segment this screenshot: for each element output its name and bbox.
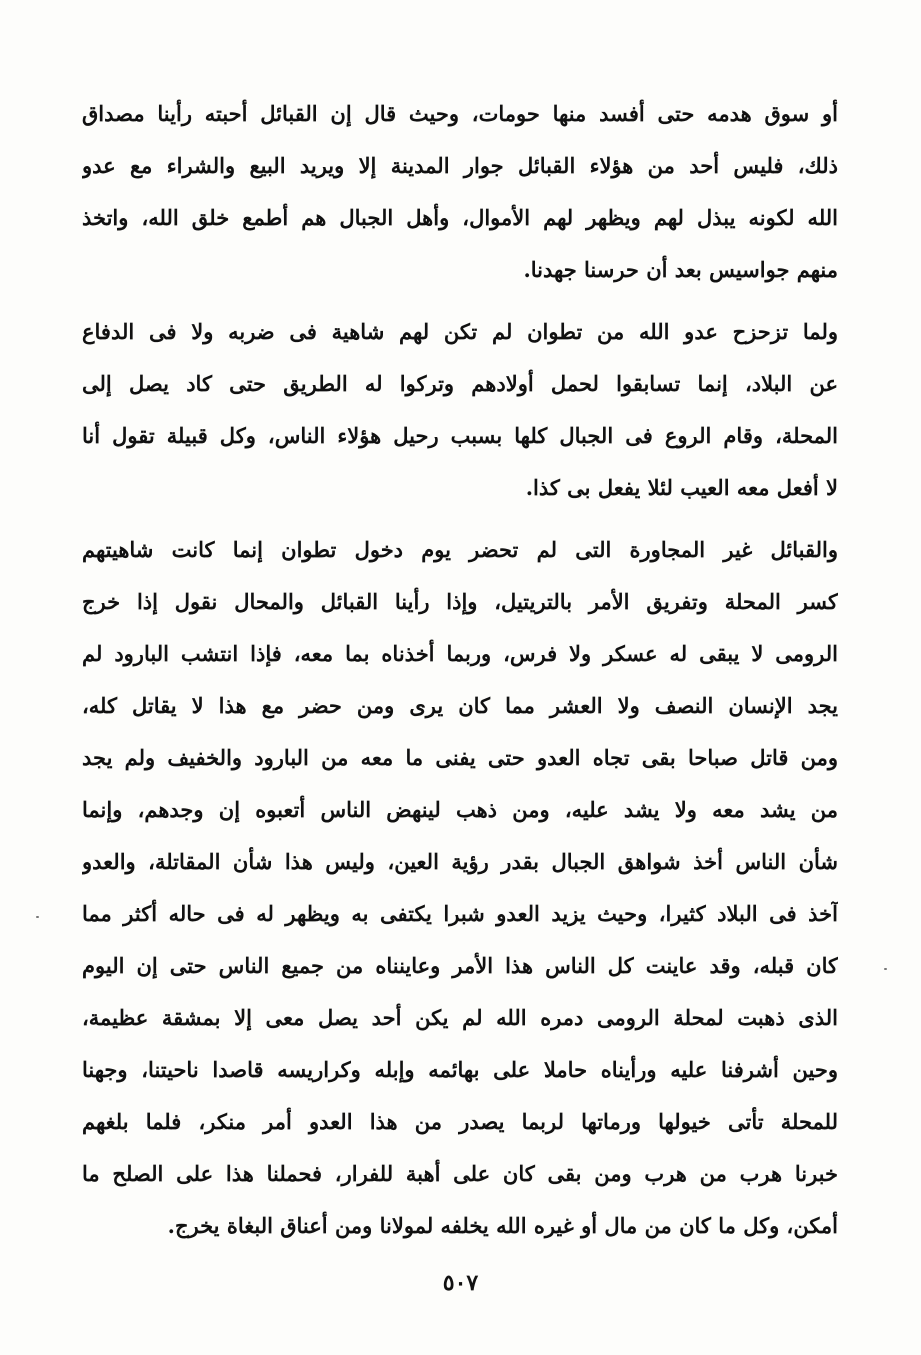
text-line: الرومى لا يبقى له عسكر ولا فرس، وربما أخذناه بما معه، فإذا انتشب البارود لم — [82, 641, 838, 666]
text-line: المحلة، وقام الروع فى الجبال كلها بسبب رحيل هؤلاء الناس، وكل قبيلة تقول أنا — [82, 423, 838, 448]
text-line: منهم جواسيس بعد أن حرسنا جهدنا. — [523, 257, 838, 282]
text-line: وحين أشرفنا عليه ورأيناه حاملا على بهائمه وإبله وكراريسه قاصدا ناحيتنا، وجهنا — [82, 1057, 838, 1082]
text-line: أمكن، وكل ما كان من مال أو غيره الله يخلفه لمولانا ومن أعناق البغاة يخرج. — [167, 1213, 838, 1238]
text-line: الذى ذهبت لمحلة الرومى دمره الله لم يكن أحد يصل معى إلا بمشقة عظيمة، — [82, 1005, 838, 1030]
text-line: شأن الناس أخذ شواهق الجبال بقدر رؤية العين، وليس هذا شأن المقاتلة، والعدو — [82, 849, 838, 874]
text-line: ولما تزحزح عدو الله من تطوان لم تكن لهم شاهية فى ضربه ولا فى الدفاع — [82, 319, 838, 344]
text-line: والقبائل غير المجاورة التى لم تحضر يوم دخول تطوان إنما كانت شاهيتهم — [82, 537, 838, 562]
text-line: ذلك، فليس أحد من هؤلاء القبائل جوار المدينة إلا ويريد البيع والشراء مع عدو — [82, 153, 838, 178]
text-line: لا أفعل معه العيب لئلا يفعل بى كذا. — [525, 475, 838, 500]
text-line: آخذ فى البلاد كثيرا، وحيث يزيد العدو شبرا يكتفى به ويظهر له فى حاله أكثر مما — [82, 901, 838, 926]
text-line: خبرنا هرب من هرب ومن بقى كان على أهبة للفرار، فحملنا هذا على الصلح ما — [82, 1161, 838, 1186]
text-line: الله لكونه يبذل لهم ويظهر لهم الأموال، وأهل الجبال هم أطمع خلق الله، واتخذ — [82, 205, 838, 230]
text-line: ومن قاتل صباحا بقى تجاه العدو حتى يفنى ما معه من البارود والخفيف ولم يجد — [82, 745, 838, 770]
scan-speck — [884, 968, 887, 970]
paragraph-gap — [82, 296, 838, 306]
scan-speck — [36, 916, 39, 918]
text-line: عن البلاد، إنما تسابقوا لحمل أولادهم وتركوا له الطريق حتى كاد يصل إلى — [82, 371, 838, 396]
text-line: كسر المحلة وتفريق الأمر بالتريتيل، وإذا رأينا القبائل والمحال نقول إذا خرج — [82, 589, 838, 614]
page-number: ٥٠٧ — [442, 1270, 479, 1296]
text-line: يجد الإنسان النصف ولا العشر مما كان يرى ومن حضر مع هذا لا يقاتل كله، — [82, 693, 838, 718]
text-line: من يشد معه ولا يشد عليه، ومن ذهب لينهض الناس أتعبوه إن وجدهم، وإنما — [82, 797, 838, 822]
paragraph-gap — [82, 514, 838, 524]
text-line: أو سوق هدمه حتى أفسد منها حومات، وحيث قال إن القبائل أحبته رأينا مصداق — [82, 101, 838, 126]
page-body-text — [82, 88, 838, 1252]
text-line: كان قبله، وقد عاينت كل الناس هذا الأمر وعاينناه من جميع الناس حتى إن اليوم — [82, 953, 838, 978]
text-line: للمحلة تأتى خيولها ورماتها لربما يصدر من هذا العدو أمر منكر، فلما بلغهم — [82, 1109, 838, 1134]
